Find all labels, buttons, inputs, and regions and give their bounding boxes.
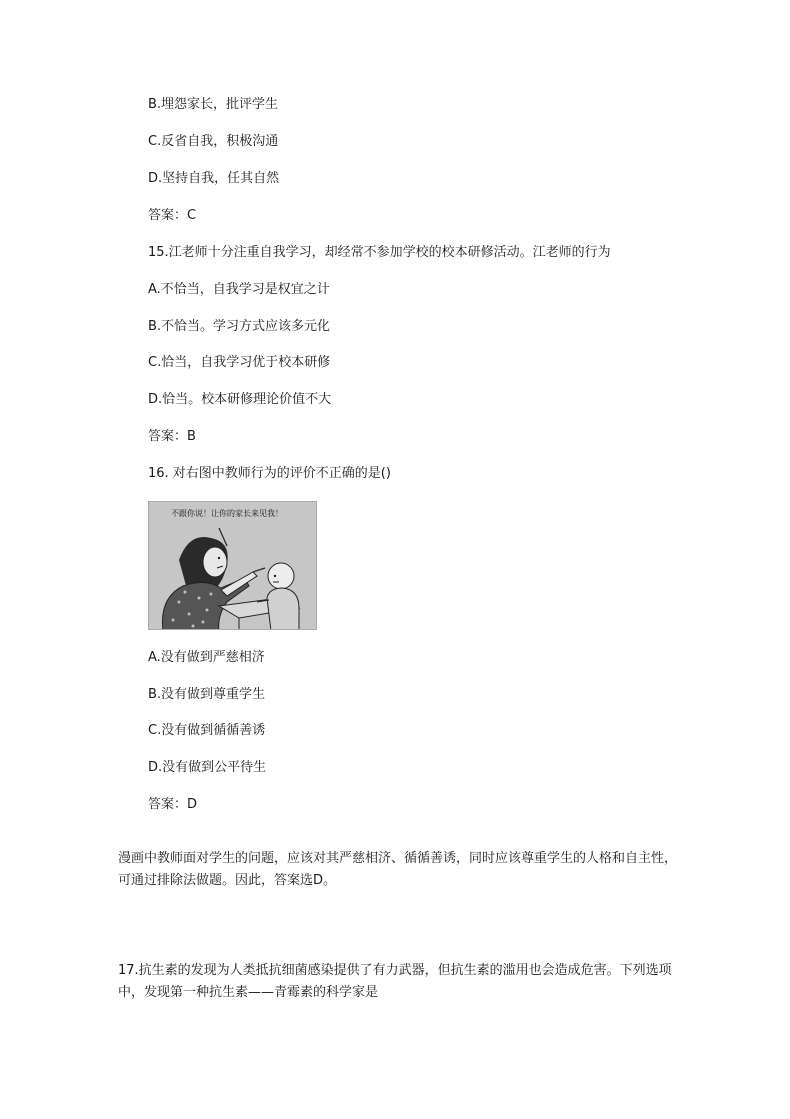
q14-option-d: D.坚持自我，任其自然: [148, 171, 280, 186]
cartoon-speech-text: 不跟你说！让你的家长来见我！: [171, 509, 283, 518]
q16-explanation: 漫画中教师面对学生的问题，应该对其严慈相济、循循善诱，同时应该尊重学生的人格和自主性，可通过排除法做题。因此，答案选D。: [118, 851, 678, 888]
q16-option-a: A.没有做到严慈相济: [148, 650, 265, 665]
q15-stem: 15.江老师十分注重自我学习，却经常不参加学校的校本研修活动。江老师的行为: [148, 245, 611, 260]
q16-option-c: C.没有做到循循善诱: [148, 723, 266, 738]
q16-answer: 答案：D: [148, 797, 198, 812]
teacher-student-cartoon: [148, 501, 317, 630]
cartoon-illustration: [149, 502, 317, 630]
q15-option-a: A.不恰当，自我学习是权宜之计: [148, 282, 330, 297]
q14-answer: 答案：C: [148, 208, 197, 223]
q14-option-c: C.反省自我，积极沟通: [148, 134, 279, 149]
q16-option-b: B.没有做到尊重学生: [148, 687, 266, 702]
q16-stem: 16. 对右图中教师行为的评价不正确的是(): [148, 466, 391, 481]
q15-option-c: C.恰当，自我学习优于校本研修: [148, 355, 331, 370]
q16-option-d: D.没有做到公平待生: [148, 760, 267, 775]
q15-option-d: D.恰当。校本研修理论价值不大: [148, 392, 332, 407]
q15-answer: 答案：B: [148, 429, 196, 444]
q17-stem: 17.抗生素的发现为人类抵抗细菌感染提供了有力武器，但抗生素的滥用也会造成危害。下列选项中，发现第一种抗生素——青霉素的科学家是: [118, 963, 672, 1000]
q15-option-b: B.不恰当。学习方式应该多元化: [148, 319, 331, 334]
q14-option-b: B.埋怨家长，批评学生: [148, 97, 279, 112]
